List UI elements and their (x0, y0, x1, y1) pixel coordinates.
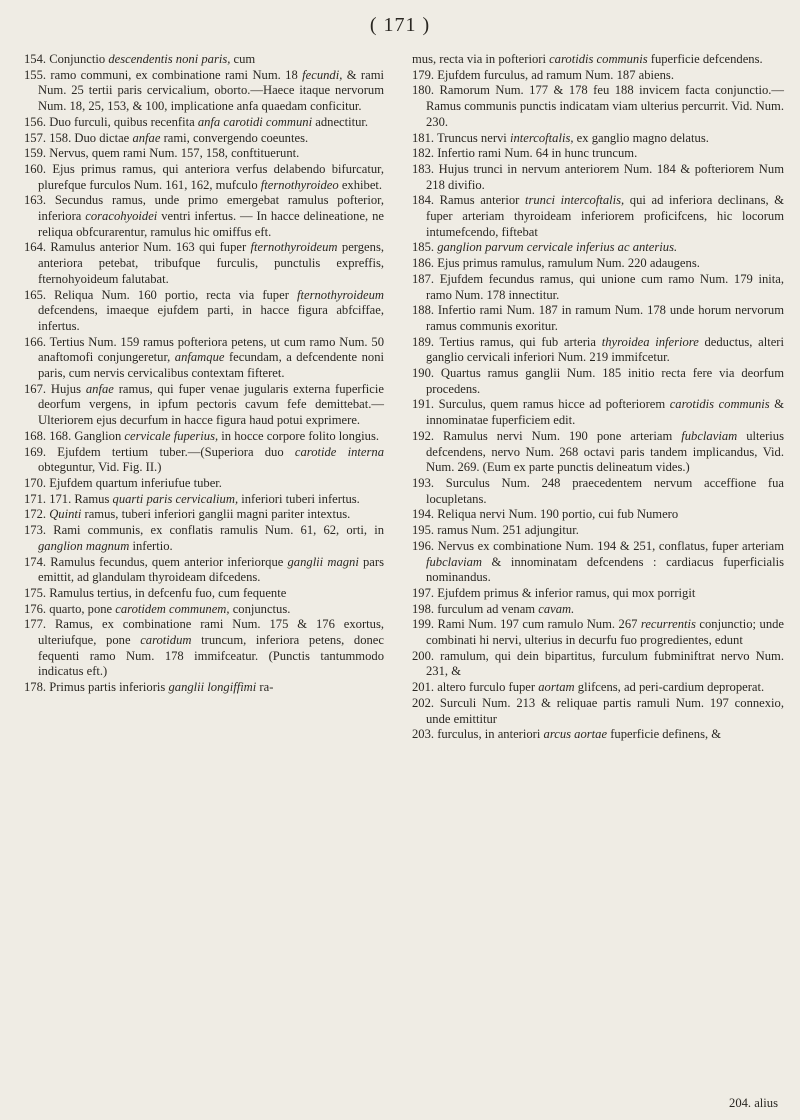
entry-tail: defcendens, imaeque ejufdem parti, in hacce figura abfciffae, infertus. (38, 303, 384, 333)
numbered-entry (24, 492, 384, 508)
entry-lead: 160. Ejus primus ramus, qui anteriora verfus delabendo bifurcatur, plurefque furculos Num. 161, 162, mufculo (24, 161, 384, 192)
entry-lead: 184. Ramus anterior (412, 193, 525, 208)
entry-it: coracohyoidei (85, 209, 158, 224)
numbered-entry (24, 586, 384, 602)
entry-lead: 199. Rami Num. 197 cum ramulo Num. 267 (412, 617, 641, 632)
entry-lead: 197. Ejufdem primus & inferior ramus, qui mox porrigit (412, 585, 696, 600)
entry-lead: 167. Hujus (24, 381, 86, 396)
entry-it: quarti paris cervicalium, (112, 491, 239, 506)
entry-lead: 194. Reliqua nervi Num. 190 portio, cui fub Numero (412, 507, 679, 522)
numbered-entry (24, 193, 384, 240)
numbered-entry (412, 366, 784, 397)
entry-tail: & rami Num. 25 tertii paris cervicalium, oborto.—Haece itaque nervorum Num. 18, 25, 153, & 100, implicatione anfa quaedam conficitur. (38, 67, 384, 114)
entry-lead: 155. ramo communi, ex combinatione rami Num. 18 (24, 67, 303, 82)
numbered-entry (412, 680, 784, 696)
entry-it: ganglion magnum (38, 538, 130, 553)
entry-lead: 191. Surculus, quem ramus hicce ad pofteriorem (412, 397, 670, 412)
entry-lead: 183. Hujus trunci in nervum anteriorem Num. 184 & pofteriorem Num 218 divifio. (412, 161, 784, 192)
numbered-entry (24, 555, 384, 586)
entry-tail: ex ganglio magno delatus. (573, 130, 709, 145)
numbered-entry (412, 335, 784, 366)
entry-lead: 178. Primus partis inferioris (24, 680, 169, 695)
entry-it: fecundi, (302, 67, 343, 82)
numbered-entry (24, 131, 384, 147)
numbered-entry (412, 696, 784, 727)
entry-tail: exhibet. (338, 177, 383, 192)
entry-tail: ventri infertus. — In hacce delineatione, ne reliqua obfcurarentur, ramulus hic omiffus eft. (38, 209, 384, 239)
numbered-entry (24, 162, 384, 193)
entry-lead: 170. Ejufdem quartum inferiufue tuber. (24, 475, 222, 490)
entry-it: carotidum (140, 633, 192, 648)
entry-lead: 196. Nervus ex combinatione Num. 194 & 251, conflatus, fuper arteriam (412, 538, 784, 553)
entry-it: aortam (538, 680, 575, 695)
entry-lead: 198. furculum ad venam (412, 601, 539, 616)
entry-lead: 192. Ramulus nervi Num. 190 pone arteriam (412, 428, 682, 443)
entry-it: carotidis communis (669, 397, 770, 412)
entry-it: fubclaviam (426, 554, 482, 569)
entry-lead: 186. Ejus primus ramulus, ramulum Num. 220 adaugens. (412, 256, 700, 271)
entry-lead: 157. 158. Duo dictae (24, 130, 133, 145)
entry-lead: 168. 168. Ganglion (24, 428, 125, 443)
numbered-entry (24, 476, 384, 492)
entry-lead: 188. Infertio rami Num. 187 in ramum Num. 178 unde horum nervorum ramus communis exoritur. (412, 303, 784, 333)
numbered-entry (412, 602, 784, 618)
entry-lead: 179. Ejufdem furculus, ad ramum Num. 187 abiens. (412, 67, 674, 82)
entry-lead: 190. Quartus ramus ganglii Num. 185 initio recta fere via deorfum procedens. (412, 366, 784, 396)
entry-it: fternothyroideum (297, 287, 384, 302)
entry-lead: mus, recta via in pofteriori (412, 52, 550, 66)
entry-it: carotidem communem, (115, 601, 230, 616)
entry-lead: 177. Ramus, ex combinatione rami Num. 175 & 176 exortus, ulteriufque, pone (24, 617, 384, 648)
numbered-entry (24, 429, 384, 445)
numbered-entry (412, 539, 784, 586)
entry-it: anfae (85, 381, 114, 396)
numbered-entry (24, 617, 384, 680)
entry-tail: rami, convergendo coeuntes. (160, 130, 309, 145)
entry-tail: ra- (256, 680, 274, 695)
entry-tail: fuperficie definens, & (607, 727, 722, 742)
numbered-entry (24, 445, 384, 476)
entry-lead: 172. (24, 507, 50, 522)
numbered-entry (24, 68, 384, 115)
entry-it: ganglii magni (287, 554, 359, 569)
entry-lead: 165. Reliqua Num. 160 portio, recta via fuper (24, 287, 298, 302)
numbered-entry (24, 680, 384, 696)
entry-it: recurrentis (640, 617, 696, 632)
numbered-entry (24, 240, 384, 287)
entry-it: fubclaviam (681, 428, 738, 443)
numbered-entry (412, 240, 784, 256)
entry-it: anfamque (174, 350, 225, 365)
entry-it: cavam. (538, 601, 575, 616)
entry-tail: & innominatae fuperficiem edit. (426, 397, 784, 428)
entry-lead: 156. Duo furculi, quibus recenfita (24, 114, 198, 129)
entry-it: Quinti (49, 507, 82, 522)
right-column (412, 52, 784, 743)
entry-lead: 195. ramus Num. 251 adjungitur. (412, 523, 579, 538)
entry-lead: 169. Ejufdem tertium tuber.—(Superiora duo (24, 444, 295, 459)
numbered-entry (412, 303, 784, 334)
entry-lead: 176. quarto, pone (24, 601, 116, 616)
numbered-entry (412, 397, 784, 428)
entry-it: cervicale fuperius, (124, 428, 219, 443)
entry-it: fternothyroideum (250, 240, 338, 255)
numbered-entry (24, 523, 384, 554)
page-number: ( 171 ) (369, 14, 431, 36)
entry-tail: cum (230, 52, 256, 66)
entry-it: intercoftalis, (509, 130, 574, 145)
entry-tail: glifcens, ad peri-cardium deproperat. (574, 680, 765, 695)
entry-tail: obteguntur, Vid. Fig. II.) (38, 460, 162, 475)
numbered-entry (24, 507, 384, 523)
entry-lead: 182. Infertio rami Num. 64 in hunc truncum. (412, 146, 638, 161)
entry-lead: 193. Surculus Num. 248 praecedentem nervum acceffione fua locupletans. (412, 475, 784, 506)
entry-it: ganglion parvum cervicale inferius ac anterius. (437, 240, 678, 255)
entry-tail: adnectitur. (312, 114, 369, 129)
numbered-entry (412, 131, 784, 147)
entry-tail: in hocce corpore folito longius. (218, 428, 380, 443)
entry-lead: 164. Ramulus anterior Num. 163 qui fuper (24, 240, 251, 255)
numbered-entry (412, 523, 784, 539)
numbered-entry (24, 115, 384, 131)
entry-it: carotide interna (294, 444, 384, 459)
numbered-entry (412, 83, 784, 130)
entry-tail: fecundam, a defcendente noni paris, cum nervis cervicalibus contextam fifteret. (38, 350, 384, 381)
numbered-entry (412, 476, 784, 507)
entry-tail: inferiori tuberi infertus. (238, 491, 360, 506)
entry-lead: 159. Nervus, quem rami Num. 157, 158, conftituerunt. (24, 146, 300, 161)
entry-tail: ramus, qui fuper venae jugularis externa fuperficie deorfum vergens, in ipfum pectoris cavum fefe demittebat.—Ulteriorem ejus decurfum in hacce figura haud potui exprimere. (38, 381, 384, 428)
entry-it: arcus aortae (543, 727, 608, 742)
numbered-entry (24, 335, 384, 382)
entry-lead: 200. ramulum, qui dein bipartitus, furculum fubminiftrat nervo Num. 231, & (412, 648, 784, 679)
entry-tail: ramus, tuberi inferiori ganglii magni pariter intextus. (81, 507, 351, 522)
entry-lead: 189. Tertius ramus, qui fub arteria (412, 334, 602, 349)
left-column (24, 52, 384, 696)
entry-tail: deductus, alteri ganglio cervicali inferiori Num. 219 immifcetur. (426, 334, 784, 365)
numbered-entry (24, 382, 384, 429)
numbered-entry (24, 146, 384, 162)
numbered-entry (412, 52, 784, 68)
entry-tail: pars emittit, ad glandulam thyroideam difcedens. (38, 554, 384, 585)
numbered-entry (412, 429, 784, 476)
entry-lead: 173. Rami communis, ex conflatis ramulis Num. 61, 62, orti, in (24, 523, 384, 538)
numbered-entry (412, 649, 784, 680)
entry-tail: truncum, inferiora petens, donec fequenti ramo Num. 178 immifceatur. (Punctis tantummodo indicatus eft.) (38, 633, 384, 679)
entry-it: ganglii longiffimi (168, 680, 257, 695)
entry-lead: 171. 171. Ramus (24, 491, 113, 506)
numbered-entry (412, 586, 784, 602)
entry-it: carotidis communis (549, 52, 648, 66)
entry-tail: fuperficie defcendens. (647, 52, 763, 66)
entry-tail: conjunctio; unde combinati hi nervi, ulterius in decurfu fuo progredientes, edunt (426, 617, 784, 648)
numbered-entry (412, 256, 784, 272)
numbered-entry (24, 602, 384, 618)
entry-it: anfa carotidi communi (197, 114, 313, 129)
entry-lead: 166. Tertius Num. 159 ramus pofteriora petens, ut cum ramo Num. 50 anaftomofi conjungeretur, (24, 334, 384, 365)
entry-lead: 154. Conjunctio (24, 52, 109, 66)
entry-lead: 175. Ramulus tertius, in defcenfu fuo, cum fequente (24, 585, 287, 600)
entry-it: trunci intercoftalis, (524, 193, 625, 208)
numbered-entry (412, 272, 784, 303)
entry-it: descendentis noni paris, (108, 52, 231, 66)
entry-lead: 201. altero furculo fuper (412, 680, 539, 695)
catchword: 204. alius (729, 1096, 778, 1110)
entry-it: thyroidea inferiore (601, 334, 699, 349)
entry-lead: 187. Ejufdem fecundus ramus, qui unione cum ramo Num. 179 inita, ramo Num. 178 innectitur. (412, 271, 784, 302)
numbered-entry (412, 68, 784, 84)
entry-lead: 203. furculus, in anteriori (412, 727, 544, 742)
entry-it: anfae (132, 130, 161, 145)
numbered-entry (24, 52, 384, 68)
entry-lead: 202. Surculi Num. 213 & reliquae partis ramuli Num. 197 connexio, unde emittitur (412, 695, 784, 726)
numbered-entry (412, 162, 784, 193)
numbered-entry (412, 193, 784, 240)
entry-it: fternothyroideo (260, 177, 339, 192)
entry-lead: 181. Truncus nervi (412, 130, 510, 145)
entry-tail: infertio. (129, 538, 173, 553)
entry-lead: 163. Secundus ramus, unde primo emergebat ramulus pofterior, inferiora (24, 193, 384, 224)
entry-tail: conjunctus. (229, 601, 291, 616)
entry-tail: pergens, anteriora petebat, tribufque furculis, punctulis expreffis, fternohyoideum falutabat. (38, 240, 384, 286)
numbered-entry (412, 727, 784, 743)
numbered-entry (412, 146, 784, 162)
entry-lead: 180. Ramorum Num. 177 & 178 feu 188 invicem facta conjunctio.—Ramus communis punctis indicatam viam ulterius percurrit. Vid. Num. 230. (412, 83, 784, 129)
entry-lead: 185. (412, 240, 438, 255)
numbered-entry (412, 507, 784, 523)
numbered-entry (412, 617, 784, 648)
numbered-entry (24, 288, 384, 335)
entry-tail: ulterius defcendens, nervo Num. 268 octavi paris tandem implicandus, Vid. Num. 269. (Eum ex parte punctis delineatum vides.) (426, 428, 784, 475)
entry-lead: 174. Ramulus fecundus, quem anterior inferiorque (24, 554, 288, 569)
entry-tail: qui ad inferiora declinans, & fuper arteriam thyroideam inferiorem proficifcens, hic locorum intumefcendo, fiftebat (426, 193, 785, 239)
entry-tail: & innominatam defcendens : cardiacus fuperficialis nominandus. (426, 554, 784, 585)
